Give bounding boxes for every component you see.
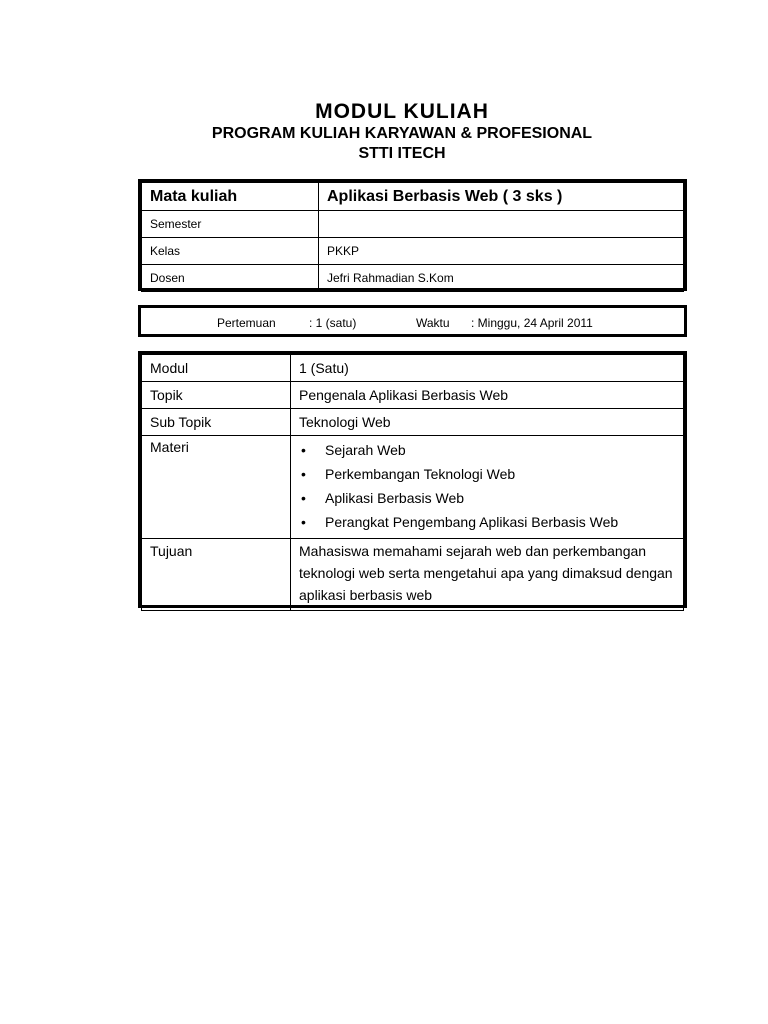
document-subtitle: PROGRAM KULIAH KARYAWAN & PROFESIONAL xyxy=(211,125,593,142)
table-row xyxy=(142,382,684,409)
list-item: • Perkembangan Teknologi Web xyxy=(299,462,675,486)
info-value xyxy=(319,211,684,238)
materi-label: Materi xyxy=(142,436,291,539)
table-row xyxy=(142,265,684,292)
course-info-box xyxy=(138,179,687,291)
info-label: Kelas xyxy=(142,238,319,265)
topik-label: Topik xyxy=(142,382,291,409)
info-value: Jefri Rahmadian S.Kom xyxy=(319,265,684,292)
list-item: • Aplikasi Berbasis Web xyxy=(299,486,675,510)
tujuan-label: Tujuan xyxy=(142,539,291,611)
info-value: Aplikasi Berbasis Web ( 3 sks ) xyxy=(319,183,684,211)
table-row xyxy=(142,355,684,382)
table-row xyxy=(142,183,684,211)
materi-cell xyxy=(291,436,684,539)
tujuan-value: Mahasiswa memahami sejarah web dan perkembangan teknologi web serta mengetahui apa yang dimaksud dengan aplikasi berbasis web xyxy=(291,539,684,611)
pertemuan-label: Pertemuan xyxy=(217,316,276,330)
course-info-table xyxy=(141,182,684,292)
subtopik-value: Teknologi Web xyxy=(291,409,684,436)
modul-value: 1 (Satu) xyxy=(291,355,684,382)
waktu-value: : Minggu, 24 April 2011 xyxy=(471,316,593,330)
topik-value: Pengenala Aplikasi Berbasis Web xyxy=(291,382,684,409)
waktu-label: Waktu xyxy=(416,316,450,330)
meeting-box xyxy=(138,305,687,337)
info-label: Mata kuliah xyxy=(142,183,319,211)
table-row xyxy=(142,539,684,611)
info-label: Semester xyxy=(142,211,319,238)
materi-list xyxy=(299,438,675,534)
module-detail-box xyxy=(138,351,687,608)
subtopik-label: Sub Topik xyxy=(142,409,291,436)
info-label: Dosen xyxy=(142,265,319,292)
table-row xyxy=(142,211,684,238)
list-item: • Perangkat Pengembang Aplikasi Berbasis Web xyxy=(299,510,675,534)
table-row xyxy=(142,238,684,265)
document-title: MODUL KULIAH xyxy=(315,100,489,123)
table-row xyxy=(142,436,684,539)
pertemuan-value: : 1 (satu) xyxy=(309,316,357,330)
modul-label: Modul xyxy=(142,355,291,382)
module-detail-table xyxy=(141,354,684,611)
list-item: • Sejarah Web xyxy=(299,438,675,462)
table-row xyxy=(142,409,684,436)
info-value: PKKP xyxy=(319,238,684,265)
document-header xyxy=(0,100,768,164)
institution-name: STTI ITECH xyxy=(358,145,446,162)
